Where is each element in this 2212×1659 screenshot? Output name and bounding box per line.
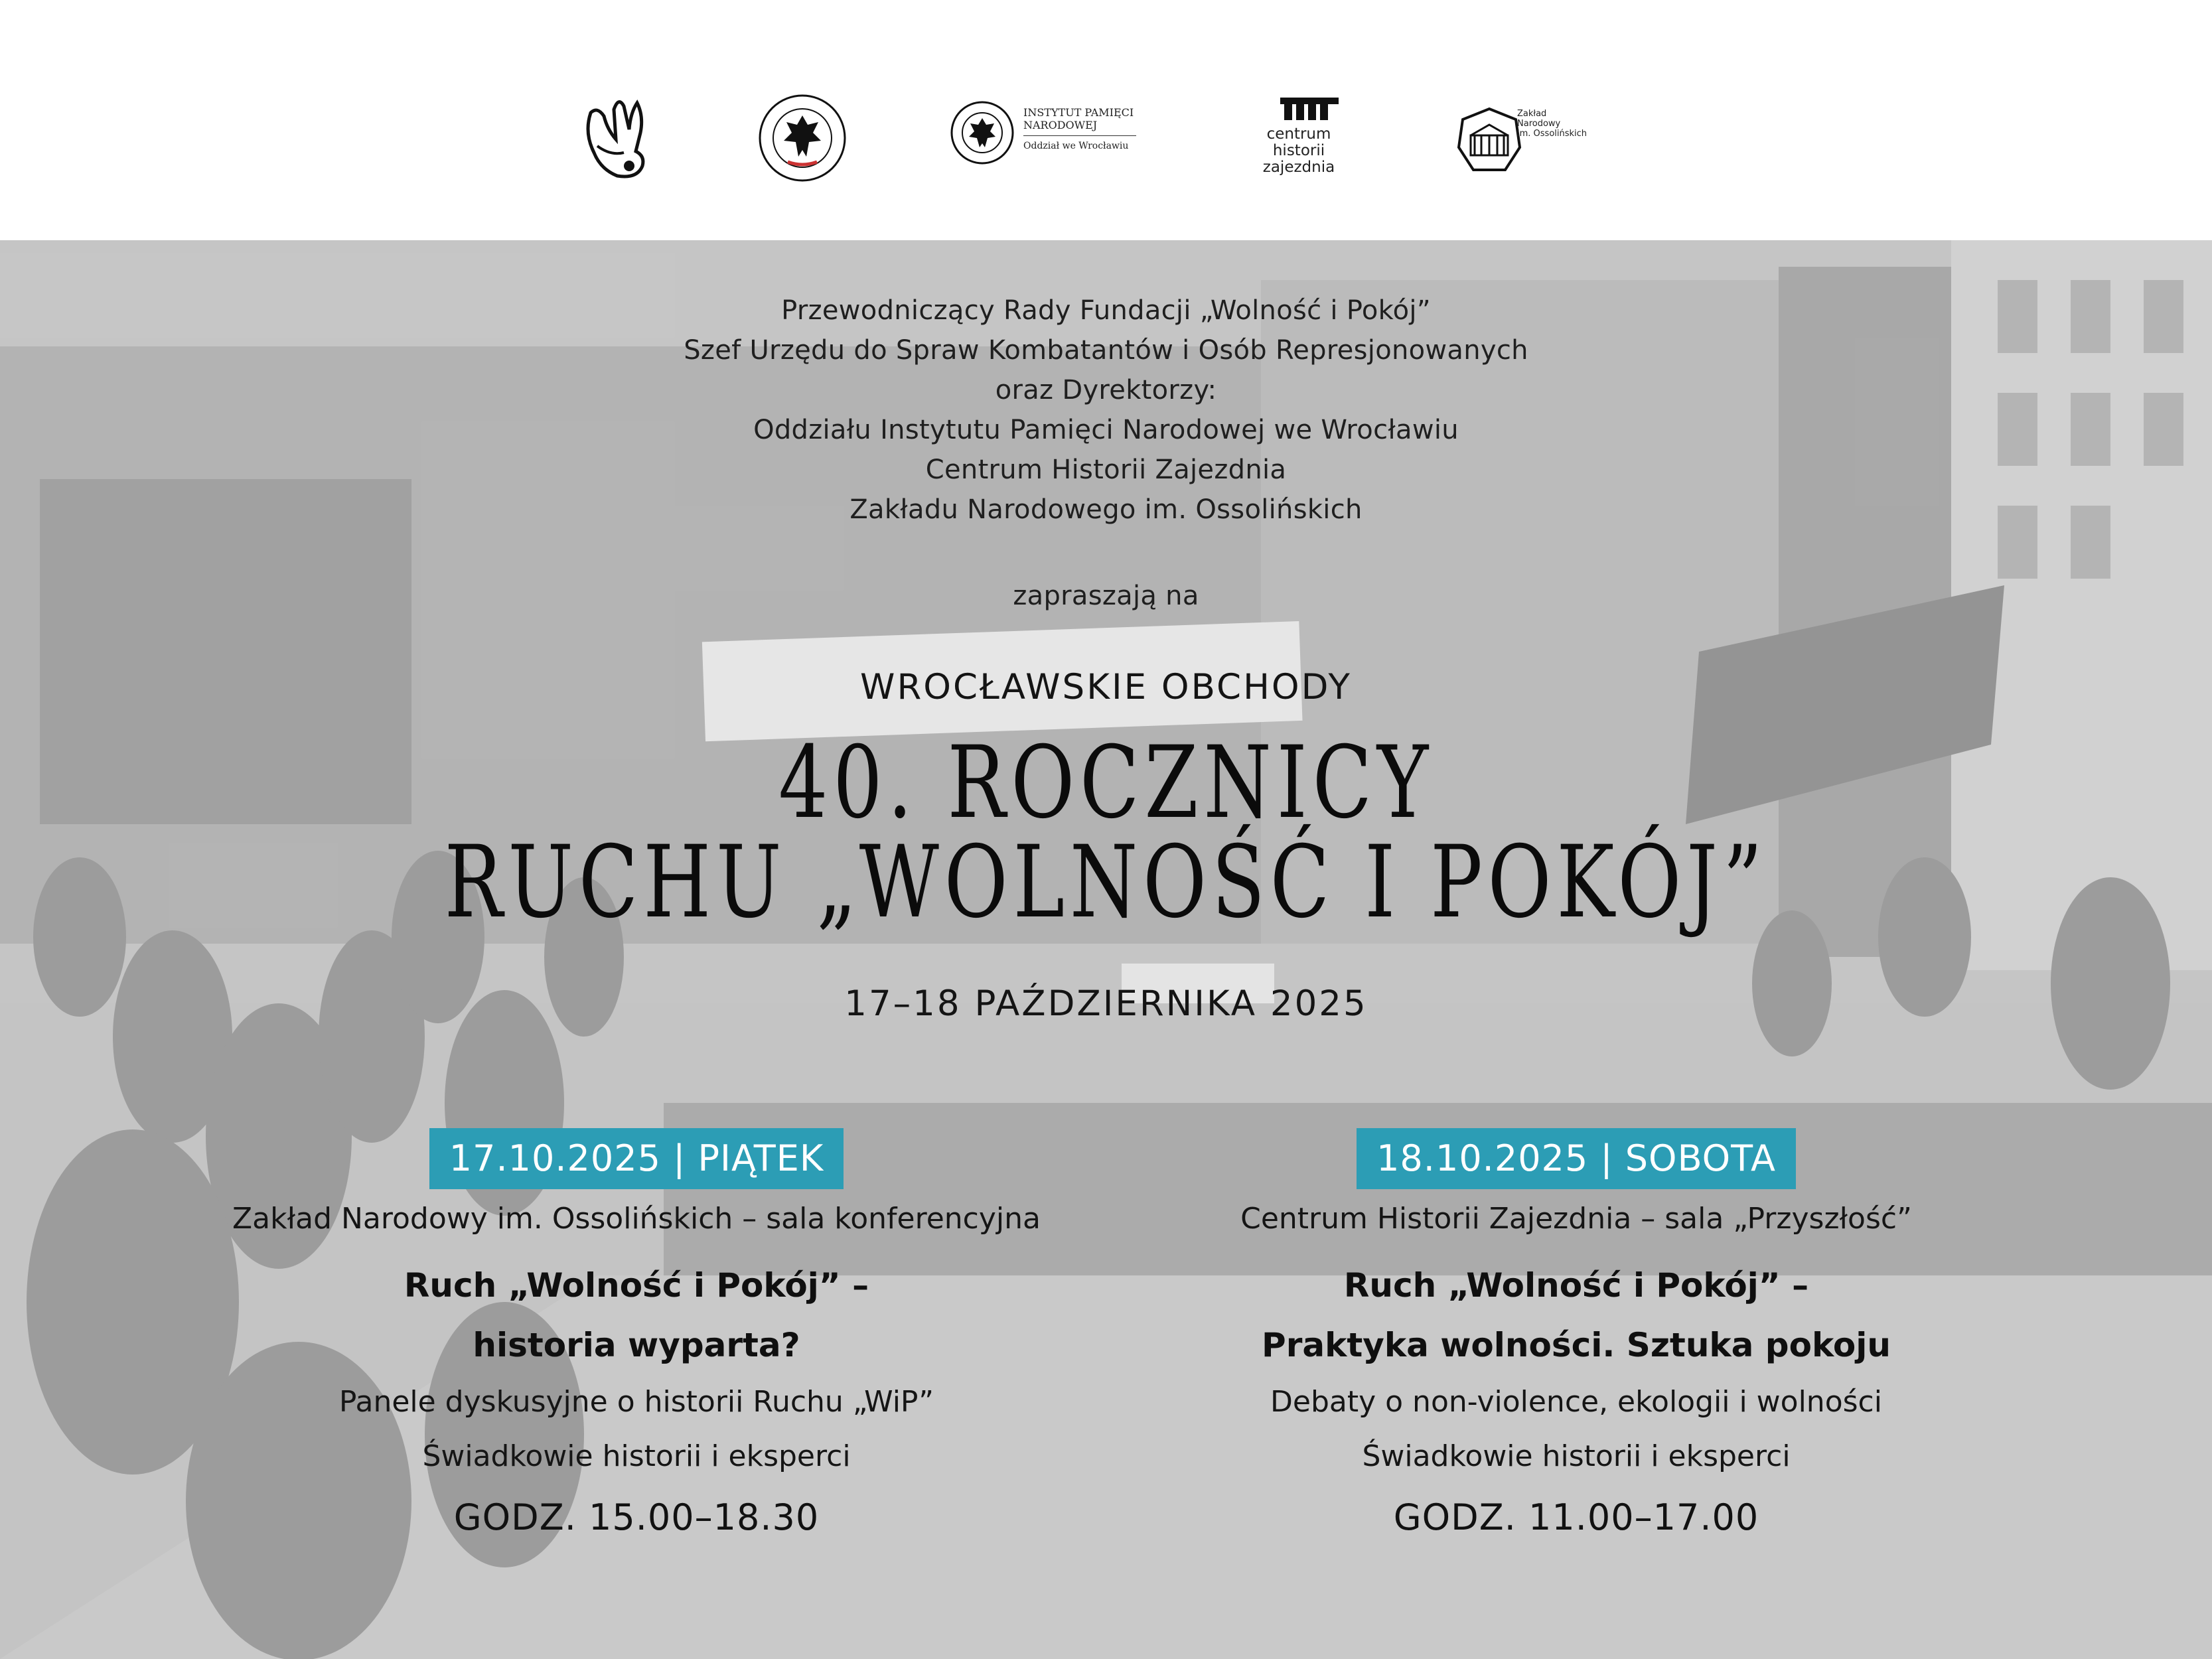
day-1-column [172, 1128, 1101, 1548]
organizer-line: Oddziału Instytutu Pamięci Narodowej we Wrocławiu [753, 415, 1459, 445]
organizer-line: oraz Dyrektorzy: [995, 375, 1217, 405]
ipn-logo [949, 100, 1015, 166]
logo-bar [0, 0, 2212, 240]
title-line-2: RUCHU „WOLNOŚĆ I POKÓJ” [444, 825, 1768, 940]
ossolineum-logo-text: Zakład Narodowy im. Ossolińskich [1517, 109, 1587, 139]
day-1-session-title-1: Ruch „Wolność i Pokój” – [404, 1266, 869, 1305]
zajezdnia-logo [1278, 95, 1341, 123]
day-2-hours: GODZ. 11.00–17.00 [1393, 1496, 1759, 1538]
udskior-seal-logo [757, 93, 848, 183]
day-2-session-title-1: Ruch „Wolność i Pokój” – [1343, 1266, 1809, 1305]
day-1-venue: Zakład Narodowy im. Ossolińskich – sala konferencyjna [232, 1202, 1041, 1236]
day-2-detail: Świadkowie historii i eksperci [1362, 1439, 1791, 1473]
day-2-column [1112, 1128, 2041, 1548]
day-2-detail: Debaty o non-violence, ekologii i wolności [1270, 1385, 1882, 1419]
organizer-line: Przewodniczący Rady Fundacji „Wolność i Pokój” [781, 295, 1431, 326]
zajezdnia-logo-text: centrum historii zajezdnia [1262, 125, 1335, 176]
organizer-line: Zakładu Narodowego im. Ossolińskich [849, 494, 1363, 525]
day-1-detail: Świadkowie historii i eksperci [422, 1439, 851, 1473]
title-line-1: 40. ROCZNICY [778, 725, 1434, 841]
ipn-logo-text: INSTYTUT PAMIĘCI NARODOWEJ Oddział we Wrocławiu [1023, 106, 1136, 153]
organizers-block [0, 291, 2212, 530]
organizer-line: Szef Urzędu do Spraw Kombatantów i Osób Represjonowanych [684, 335, 1528, 366]
day-2-venue: Centrum Historii Zajezdnia – sala „Przyszłość” [1240, 1202, 1912, 1236]
day-1-badge: 17.10.2025 | PIĄTEK [429, 1128, 844, 1189]
ossolineum-logo [1455, 106, 1524, 175]
wip-logo [577, 93, 650, 182]
day-1-detail: Panele dyskusyjne o historii Ruchu „WiP” [338, 1385, 934, 1419]
day-1-hours: GODZ. 15.00–18.30 [453, 1496, 820, 1538]
event-title [0, 725, 2212, 940]
day-2-badge: 18.10.2025 | SOBOTA [1357, 1128, 1796, 1189]
day-2-session-title-2: Praktyka wolności. Sztuka pokoju [1262, 1326, 1891, 1364]
event-subtitle: WROCŁAWSKIE OBCHODY [860, 667, 1352, 707]
invite-text: zapraszają na [1013, 581, 1199, 611]
event-dates: 17–18 PAŹDZIERNIKA 2025 [844, 983, 1368, 1024]
day-1-session-title-2: historia wyparta? [473, 1326, 800, 1364]
organizer-line: Centrum Historii Zajezdnia [925, 455, 1287, 485]
